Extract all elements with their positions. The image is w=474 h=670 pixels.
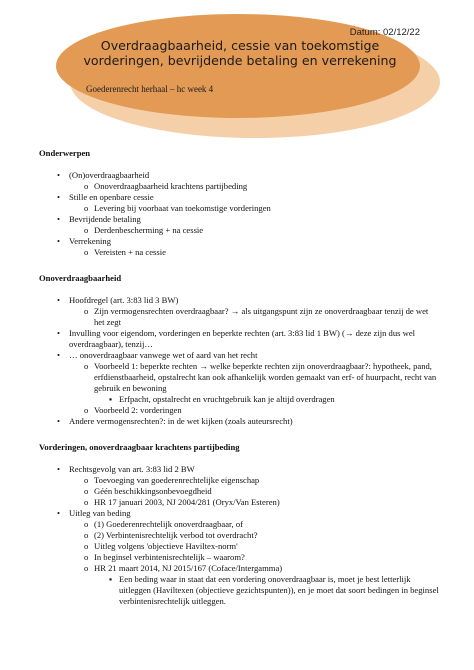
bullet-list <box>39 464 439 607</box>
bullet-marker: • <box>57 170 61 180</box>
list-item-text: Toevoeging van goederenrechtelijke eigenschap <box>94 475 260 485</box>
list-item <box>39 552 439 563</box>
list-item <box>39 574 439 607</box>
list-item <box>39 306 439 328</box>
bullet-marker: o <box>84 530 89 540</box>
bullet-list <box>39 295 439 427</box>
list-item-text: Zijn vermogensrechten overdraagbaar? → als uitgangspunt zijn ze onoverdraagbaar tenzij de wet het zegt <box>94 306 429 327</box>
list-item-text: HR 17 januari 2003, NJ 2004/281 (Oryx/Van Esteren) <box>94 497 280 507</box>
bullet-marker: • <box>57 416 61 426</box>
list-item-text: Erfpacht, opstalrecht en vruchtgebruik kan je altijd overdragen <box>119 394 335 404</box>
bullet-marker: • <box>57 192 61 202</box>
list-item-text: Levering bij voorbaat van toekomstige vorderingen <box>94 203 271 213</box>
list-item <box>39 181 439 192</box>
list-item <box>39 405 439 416</box>
bullet-marker: o <box>84 181 89 191</box>
list-item <box>39 295 439 306</box>
document-header <box>0 0 474 150</box>
document-date: Datum: 02/12/22 <box>349 27 420 38</box>
section-heading: Onoverdraagbaarheid <box>39 273 122 283</box>
list-item-text: Hoofdregel (art. 3:83 lid 3 BW) <box>69 295 179 305</box>
list-item-text: Vereisten + na cessie <box>94 247 166 257</box>
bullet-marker: o <box>84 405 89 415</box>
list-item-text: (2) Verbintenisrechtelijk verbod tot overdracht? <box>94 530 258 540</box>
list-item-text: Derdenbescherming + na cessie <box>94 225 204 235</box>
list-item-text: Géén beschikkingsonbevoegdheid <box>94 486 212 496</box>
list-item-text: Een beding waar in staat dat een vordering onoverdraagbaar is, moet je best letterlijk uitleggen (Haviltexen (objectieve gezichtspunten)), en je moet dat soort bedingen in beginsel verbintenisrechtelijk uitleggen. <box>119 574 439 606</box>
bullet-marker: o <box>84 247 89 257</box>
list-item-text: Andere vermogensrechten?: in de wet kijken (zoals auteursrecht) <box>69 416 293 426</box>
bullet-marker: o <box>84 486 89 496</box>
list-item-text: Uitleg volgens 'objectieve Haviltex-norm' <box>94 541 238 551</box>
list-item <box>39 475 439 486</box>
document-subtitle: Goederenrecht herhaal – hc week 4 <box>86 84 214 94</box>
list-item-text: Rechtsgevolg van art. 3:83 lid 2 BW <box>69 464 195 474</box>
list-item-text: Invulling voor eigendom, vorderingen en beperkte rechten (art. 3:83 lid 1 BW) (→ deze zijn dus wel overdraagbaar), tenzij… <box>69 328 416 349</box>
list-item <box>39 508 439 519</box>
list-item <box>39 214 439 225</box>
bullet-marker: • <box>57 464 61 474</box>
bullet-marker: o <box>84 541 89 551</box>
document-body <box>39 148 439 607</box>
list-item-text: (On)overdraagbaarheid <box>69 170 150 180</box>
bullet-marker: o <box>84 203 89 213</box>
list-item-text: … onoverdraagbaar vanwege wet of aard van het recht <box>69 350 258 360</box>
bullet-marker: o <box>84 361 89 371</box>
bullet-marker: • <box>57 508 61 518</box>
list-item <box>39 225 439 236</box>
bullet-marker: • <box>57 350 61 360</box>
list-item-text: Voorbeeld 2: vorderingen <box>94 405 182 415</box>
list-item <box>39 519 439 530</box>
bullet-marker: • <box>57 295 61 305</box>
list-item <box>39 203 439 214</box>
section-heading: Vorderingen, onoverdraagbaar krachtens partijbeding <box>39 442 240 452</box>
list-item <box>39 563 439 574</box>
list-item-text: Uitleg van beding <box>69 508 131 518</box>
list-item <box>39 350 439 361</box>
list-item <box>39 328 439 350</box>
list-item <box>39 486 439 497</box>
list-item-text: Bevrijdende betaling <box>69 214 141 224</box>
list-item <box>39 394 439 405</box>
bullet-marker: • <box>57 236 61 246</box>
list-item <box>39 541 439 552</box>
section-heading: Onderwerpen <box>39 148 91 158</box>
list-item <box>39 530 439 541</box>
list-item <box>39 464 439 475</box>
list-item-text: HR 21 maart 2014, NJ 2015/167 (Coface/Intergamma) <box>94 563 283 573</box>
bullet-marker: ▪ <box>109 574 113 584</box>
bullet-marker: o <box>84 475 89 485</box>
list-item-text: Stille en openbare cessie <box>69 192 154 202</box>
list-item-text: Verrekening <box>69 236 111 246</box>
list-item <box>39 192 439 203</box>
bullet-marker: o <box>84 563 89 573</box>
list-item <box>39 170 439 181</box>
bullet-list <box>39 170 439 258</box>
list-item-text: Onoverdraagbaarheid krachtens partijbeding <box>94 181 248 191</box>
list-item <box>39 247 439 258</box>
bullet-marker: ▪ <box>109 394 113 404</box>
list-item-text: (1) Goederenrechtelijk onoverdraagbaar, of <box>94 519 244 529</box>
bullet-marker: o <box>84 497 89 507</box>
bullet-marker: • <box>57 328 61 338</box>
list-item-text: Voorbeeld 1: beperkte rechten → welke beperkte rechten zijn onoverdraagbaar?: hypotheek, pand, erfdienstbaarheid, opstalrecht kan ook afhankelijk worden gemaakt van erf- of huurpacht, recht van gebruik en bewoning <box>94 361 437 393</box>
list-item-text: In beginsel verbintenisrechtelijk – waarom? <box>94 552 245 562</box>
bullet-marker: o <box>84 225 89 235</box>
list-item <box>39 361 439 394</box>
list-item <box>39 236 439 247</box>
bullet-marker: o <box>84 519 89 529</box>
list-item <box>39 497 439 508</box>
bullet-marker: • <box>57 214 61 224</box>
list-item <box>39 416 439 427</box>
document-title: Overdraagbaarheid, cessie van toekomstige vorderingen, bevrijdende betaling en verrekening <box>83 38 397 68</box>
bullet-marker: o <box>84 306 89 316</box>
bullet-marker: o <box>84 552 89 562</box>
